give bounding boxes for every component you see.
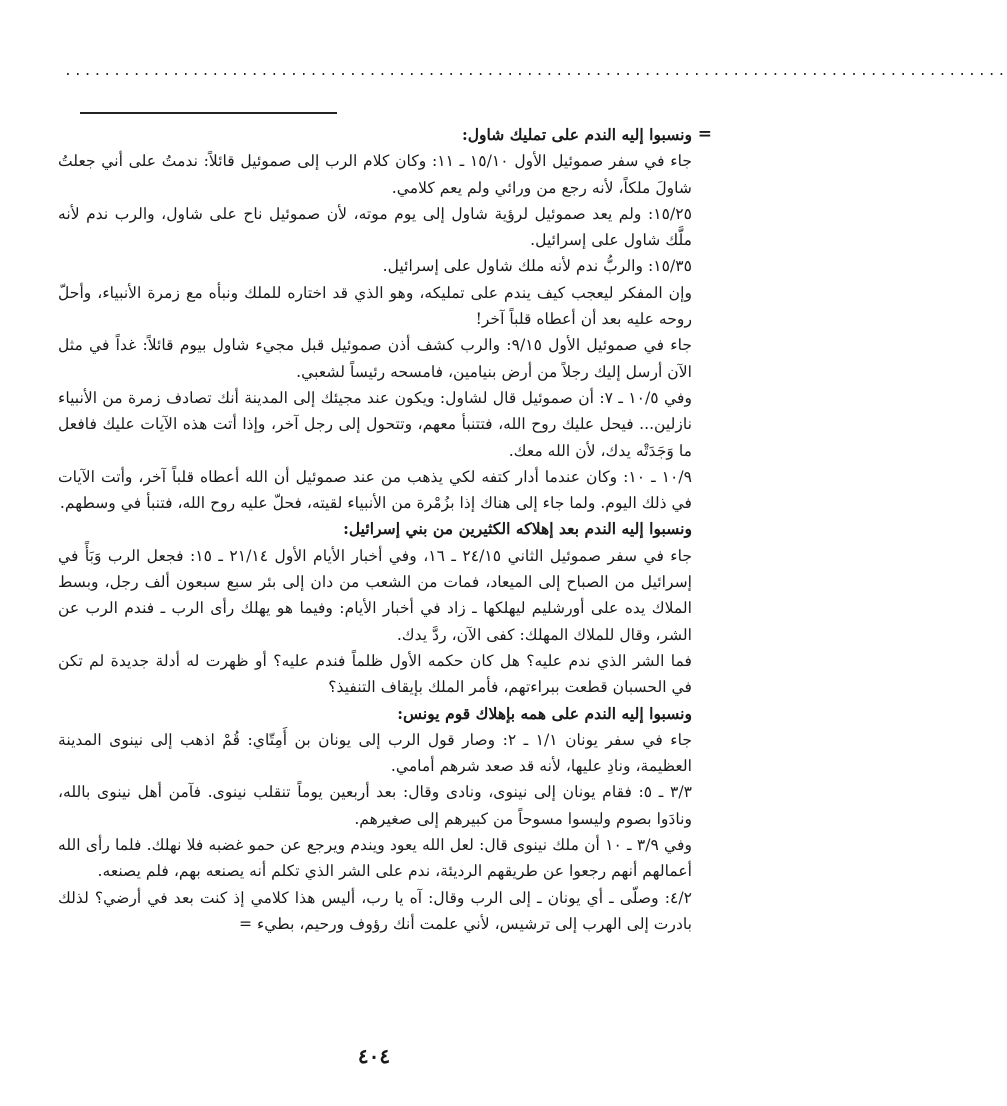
paragraph: جاء في سفر صموئيل الأول ١٥/١٠ ـ ١١: وكان كلام الرب إلى صموئيل قائلاً: ندمتُ على أني جعلتُ شاولَ ملكاً، لأنه رجع من ورائي ولم يعم كلامي. bbox=[58, 152, 693, 197]
page-number: ٤٠٤ bbox=[357, 1044, 391, 1068]
continuation-mark: = bbox=[697, 124, 712, 144]
paragraph: جاء في صموئيل الأول ٩/١٥: والرب كشف أذن صموئيل قبل مجيء شاول بيوم قائلاً: غداً في مثل الآن أرسل إليك رجلاً من أرض بنيامين، فامسحه رئيساً لشعبي. bbox=[58, 336, 692, 381]
paragraph: وإن المفكر ليعجب كيف يندم على تمليكه، وهو الذي قد اختاره للملك ونبأه مع زمرة الأنبياء، وأحلّ روحه عليه بعد أن أعطاه قلباً آخر! bbox=[58, 283, 692, 329]
paragraph: ١٠/٩ ـ ١٠: وكان عندما أدار كتفه لكي يذهب من عند صموئيل أن الله أعطاه قلباً آخر، وأتت الآيات في ذلك اليوم. ولما جاء إلى هناك إذا بزُمْرة من الأنبياء لقيته، فحلّ عليه روح الله، فتنبأ في وسطهم. bbox=[58, 467, 692, 513]
page-body bbox=[58, 122, 692, 937]
paragraph: وفي ١٠/٥ ـ ٧: أن صموئيل قال لشاول: ويكون عند مجيئك إلى المدينة أنك تصادف زمرة من الأنبياء نازلين... فيحل عليك روح الله، فتتنبأ معهم، وتتحول إلى رجل آخر، وإذا أتت هذه الآيات عليك فافعل ما وَجَدَتْه يدك، لأن الله معك. bbox=[58, 388, 692, 460]
paragraph: جاء في سفر صموئيل الثاني ٢٤/١٥ ـ ١٦، وفي أخبار الأيام الأول ٢١/١٤ ـ ١٥: فجعل الرب وَبَأً في إسرائيل من الصباح إلى الميعاد، فمات من الشعب من دان إلى بئر سبع سبعون ألف رجل، وبسط الملاك يده على أورشليم ليهلكها ـ زاد في أخبار الأيام: وفيما هو يهلك رأى الرب ـ فندم الرب عن الشر، وقال للملاك المهلك: كفى الآن، ردَّ يدك. bbox=[58, 546, 693, 644]
section-heading: ونسبوا إليه الندم على تمليك شاول: bbox=[461, 125, 692, 144]
paragraph: ١٥/٣٥: والربُّ ندم لأنه ملك شاول على إسرائيل. bbox=[382, 257, 692, 276]
dotted-separator: ................................................................................................ bbox=[64, 64, 1007, 79]
section-heading: ونسبوا إليه الندم على همه بإهلاك قوم يونس: bbox=[397, 703, 692, 723]
paragraph: ٤/٢: وصلّى ـ أي يونان ـ إلى الرب وقال: آه يا رب، أليس هذا كلامي إذ كنت بعد في أرضي؟ لذلك بادرت إلى الهرب إلى ترشيس، لأني علمت أنك رؤوف ورحيم، بطيء = bbox=[58, 888, 692, 933]
paragraph: ٣/٣ ـ ٥: فقام يونان إلى نينوى، ونادى وقال: بعد أربعين يوماً تنقلب نينوى. فآمن أهل نينوى بالله، ونادَوا بصوم وليسوا مسوحاً من كبيرهم إلى صغيرهم. bbox=[58, 783, 692, 828]
paragraph: فما الشر الذي ندم عليه؟ هل كان حكمه الأول ظلماً فندم عليه؟ أو ظهرت له أدلة جديدة لم تكن في الحسبان قطعت ببراءتهم، فأمر الملك بإيقاف التنفيذ؟ bbox=[58, 651, 692, 697]
paragraph: وفي ٣/٩ ـ ١٠ أن ملك نينوى قال: لعل الله يعود ويندم ويرجع عن حمو غضبه فلا نهلك. فلما رأى الله أعمالهم أنهم رجعوا عن طريقهم الرديئة، ندم على الشر الذي تكلم أنه يصنعه بهم، فلم يصنعه. bbox=[58, 836, 692, 881]
horizontal-rule bbox=[80, 112, 337, 114]
section-heading: ونسبوا إليه الندم بعد إهلاكه الكثيرين من بني إسرائيل: bbox=[343, 519, 692, 539]
paragraph: جاء في سفر يونان ١/١ ـ ٢: وصار قول الرب إلى يونان بن أَمِتّاي: قُمْ اذهب إلى نينوى المدينة العظيمة، ونادِ عليها، لأنه قد صعد شرهم أمامي. bbox=[58, 730, 693, 776]
paragraph: ١٥/٢٥: ولم يعد صموئيل لرؤية شاول إلى يوم موته، لأن صموئيل ناح على شاول، والرب ندم لأنه ملَّك شاول على إسرائيل. bbox=[58, 204, 692, 250]
